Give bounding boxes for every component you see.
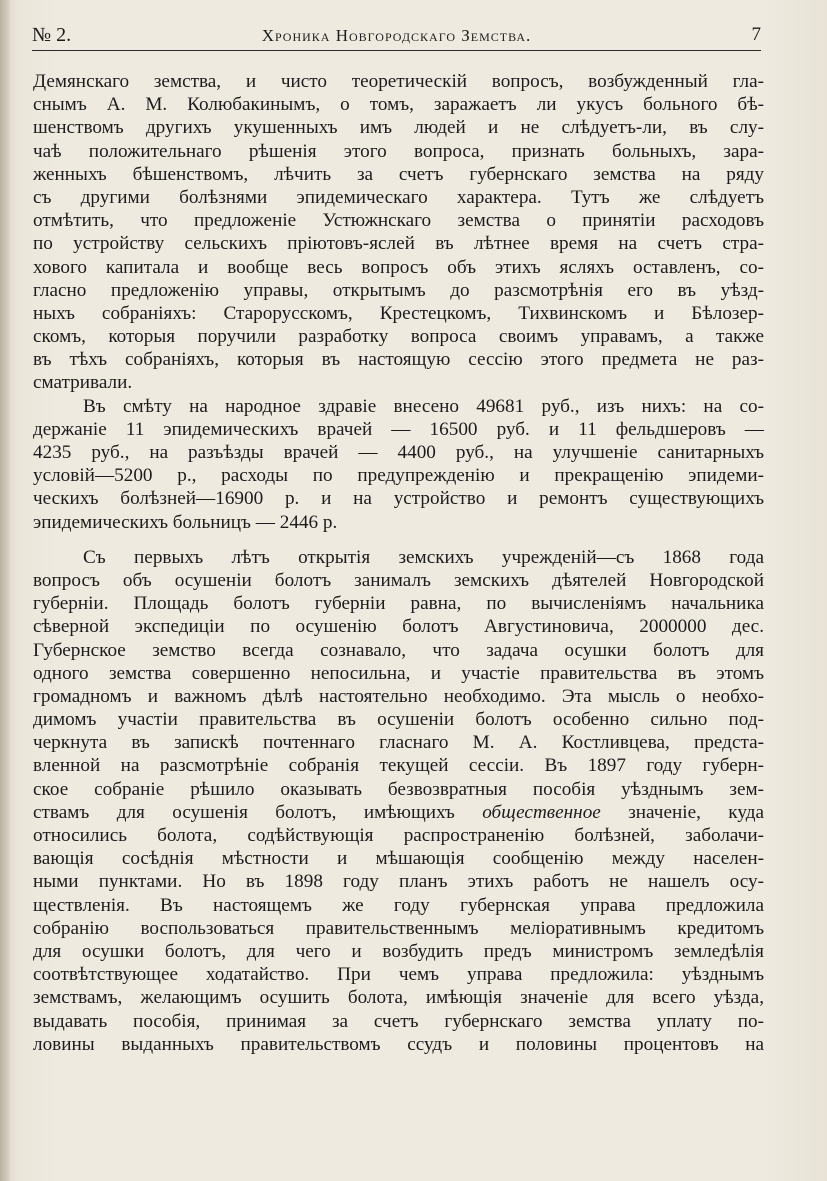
text-line: [33, 1010, 764, 1033]
line-text: вопросъ объ осушеніи болотъ занималъ земскихъ дѣятелей Новгородской: [33, 569, 764, 591]
line-text: гласно предложенію управы, открытымъ до разсмотрѣнія его въ уѣзд-: [33, 279, 764, 301]
paragraph-gap: [33, 534, 764, 546]
line-text: женныхъ бѣшенствомъ, лѣчить за счетъ губернскаго земства на ряду: [33, 163, 764, 185]
line-text: димомъ участіи правительства въ осушеніи болотъ особенно сильно под-: [33, 709, 764, 731]
text-line: [33, 348, 764, 371]
page-number: 7: [751, 24, 761, 45]
line-text: условій—5200 р., расходы по предупрежденію и прекращенію эпидеми-: [33, 465, 764, 487]
line-text: ныхъ собраніяхъ: Старорусскомъ, Крестецкомъ, Тихвинскомъ и Бѣлозер-: [33, 302, 764, 324]
line-text: ческихъ болѣзней—16900 р. и на устройство и ремонтъ существующихъ: [33, 488, 764, 510]
text-line: [33, 70, 764, 93]
line-text: отмѣтить, что предложеніе Устюжнскаго земства о принятіи расходовъ: [33, 210, 764, 232]
text-line: [33, 371, 764, 394]
text-line: [33, 441, 764, 464]
line-text: одного земства совершенно непосильна, и участіе правительства въ этомъ: [33, 662, 764, 684]
text-line: [33, 1033, 764, 1056]
text-line: [33, 279, 764, 302]
line-text: шенствомъ другихъ укушенныхъ имъ людей и не слѣдуетъ-ли, въ слу-: [33, 117, 764, 139]
line-text: эпидемическихъ больницъ — 2446 р.: [33, 511, 338, 533]
line-text: съ другими болѣзнями эпидемическаго характера. Тутъ же слѣдуетъ: [33, 186, 764, 208]
text-line: [33, 325, 764, 348]
text-line: [33, 940, 764, 963]
line-text: сѣверной экспедиціи по осушенію болотъ Августиновича, 2000000 дес.: [33, 616, 764, 638]
journal-title: Хроника Новгородскаго Земства.: [261, 26, 532, 45]
line-text: чаѣ положительнаго рѣшенія этого вопроса, признать больныхъ, зара-: [33, 140, 764, 162]
text-line: [33, 963, 764, 986]
issue-number: № 2.: [32, 24, 72, 46]
text-line: [33, 847, 764, 870]
line-text: Съ первыхъ лѣтъ открытія земскихъ учрежденій—съ 1868 года: [83, 546, 764, 568]
text-line: [33, 778, 764, 801]
line-text: Демянскаго земства, и чисто теоретическій вопросъ, возбужденный гла-: [33, 71, 764, 92]
text-line: [33, 232, 764, 255]
line-text: относились болота, содѣйствующія распространенію болѣзней, заболачи-: [33, 825, 764, 846]
running-header: [32, 22, 761, 51]
text-line: [33, 116, 764, 139]
line-text: снымъ А. М. Колюбакинымъ, о томъ, заражаетъ ли укусъ больного бѣ-: [33, 94, 764, 116]
line-text: по устройству сельскихъ пріютовъ-яслей въ лѣтнее время на счетъ стра-: [33, 233, 764, 255]
text-line: [33, 487, 764, 510]
text-line: [33, 731, 764, 754]
text-line: [33, 395, 764, 418]
line-text: Въ смѣту на народное здравіе внесено 49681 руб., изъ нихъ: на со-: [83, 395, 764, 417]
text-line: [33, 824, 764, 847]
line-text: скомъ, которыя поручили разработку вопроса своимъ управамъ, а также: [33, 326, 764, 348]
line-text: Губернское земство всегда сознавало, что задача осушки болотъ для: [33, 639, 764, 661]
line-text: соотвѣтствующее ходатайство. При чемъ управа предложила: уѣзднымъ: [33, 964, 764, 986]
text-line: [33, 418, 764, 441]
line-text: сматривали.: [33, 372, 133, 394]
text-line: [33, 917, 764, 940]
text-line: [33, 140, 764, 163]
text-line: [33, 870, 764, 893]
text-line: [33, 546, 764, 569]
text-line: [33, 186, 764, 209]
text-line: [33, 615, 764, 638]
line-text: собранію воспользоваться правительственнымъ меліоративнымъ кредитомъ: [33, 917, 764, 939]
line-text: держаніе 11 эпидемическихъ врачей — 16500 руб. и 11 фельдшеровъ —: [33, 418, 764, 440]
line-text: выдавать пособія, принимая за счетъ губернскаго земства уплату по-: [33, 1010, 764, 1032]
text-body: [33, 70, 764, 1056]
text-line: [33, 592, 764, 615]
line-text: ское собраніе рѣшило оказывать безвозвратныя пособія уѣзднымъ зем-: [33, 778, 764, 800]
line-text: ными пунктами. Но въ 1898 году планъ этихъ работъ не нашелъ осу-: [33, 871, 764, 893]
line-text: ществленія. Въ настоящемъ же году губернская управа предложила: [33, 894, 764, 916]
text-line: [33, 708, 764, 731]
line-text: ствамъ для осушенія болотъ, имѣющихъ: [33, 801, 483, 823]
text-line: [33, 685, 764, 708]
line-text: земствамъ, желающимъ осушить болота, имѣющія значеніе для всего уѣзда,: [33, 987, 764, 1009]
line-text: 4235 руб., на разъѣзды врачей — 4400 руб., на улучшеніе санитарныхъ: [33, 442, 764, 463]
text-line: [33, 93, 764, 116]
line-text: губерніи. Площадь болотъ губерніи равна, по вычисленіямъ начальника: [33, 593, 764, 615]
line-text: въ тѣхъ собраніяхъ, которыя въ настоящую сессію этого предмета не раз-: [33, 349, 764, 371]
page-edge-shadow: [0, 0, 10, 1181]
text-line: [33, 569, 764, 592]
text-line: [33, 986, 764, 1009]
text-line: [33, 163, 764, 186]
text-line: [33, 256, 764, 279]
line-text: значеніе, куда: [600, 801, 764, 823]
text-line: [33, 894, 764, 917]
text-line: [33, 639, 764, 662]
italic-word: общественное: [482, 801, 601, 823]
line-text: громадномъ и важномъ дѣлѣ настоятельно необходимо. Эта мысль о необхо-: [33, 685, 764, 707]
text-line: [33, 209, 764, 232]
line-text: вленной на разсмотрѣніе собранія текущей сессіи. Въ 1897 году губерн-: [33, 755, 764, 777]
text-line: [33, 801, 764, 824]
line-text: черкнута въ запискѣ почтеннаго гласнаго М. А. Костливцева, предста-: [33, 732, 764, 754]
line-text: вающія сосѣднія мѣстности и мѣшающія сообщенію между населен-: [33, 848, 764, 870]
text-line: [33, 754, 764, 777]
line-text: ловины выданныхъ правительствомъ ссудъ и половины процентовъ на: [33, 1033, 764, 1055]
line-text: хового капитала и вообще весь вопросъ объ этихъ ясляхъ оставленъ, со-: [33, 256, 764, 278]
text-line: [33, 511, 764, 534]
text-line: [33, 302, 764, 325]
line-text: для осушки болотъ, для чего и возбудить предъ министромъ земледѣлія: [33, 940, 764, 962]
text-line: [33, 464, 764, 487]
text-line: [33, 662, 764, 685]
